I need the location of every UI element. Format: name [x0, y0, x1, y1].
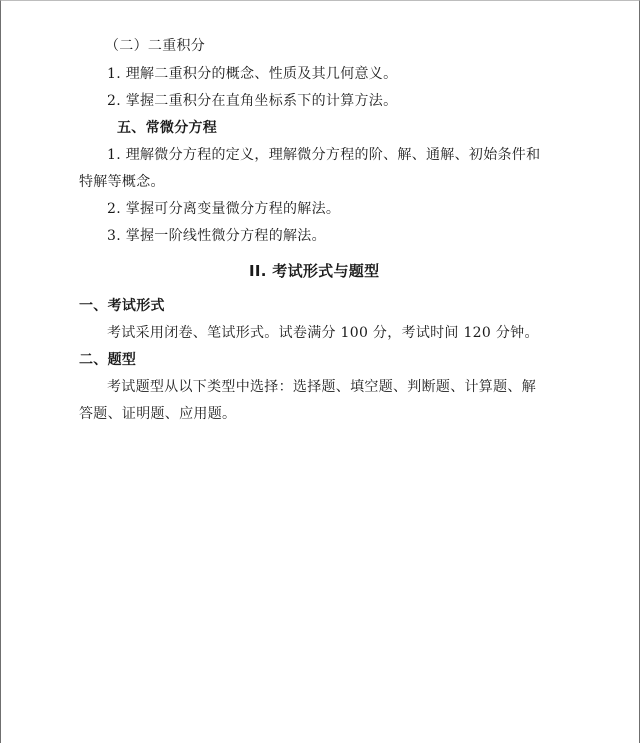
ode-item-1-line-2: 特解等概念。	[79, 174, 165, 190]
heading-exam-form: 一、考试形式	[79, 298, 165, 314]
part-two-title: II. 考试形式与题型	[249, 262, 380, 280]
ode-item-3: 3. 掌握一阶线性微分方程的解法。	[107, 228, 326, 244]
sub-heading-double-integral: （二）二重积分	[105, 38, 206, 54]
exam-form-text: 考试采用闭卷、笔试形式。试卷满分 100 分，考试时间 120 分钟。	[107, 325, 539, 341]
double-integral-item-2: 2. 掌握二重积分在直角坐标系下的计算方法。	[107, 93, 398, 109]
question-types-line-2: 答题、证明题、应用题。	[79, 406, 237, 422]
ode-item-2: 2. 掌握可分离变量微分方程的解法。	[107, 201, 341, 217]
question-types-line-1: 考试题型从以下类型中选择：选择题、填空题、判断题、计算题、解	[107, 379, 536, 395]
heading-question-types: 二、题型	[79, 352, 137, 368]
ode-item-1-line-1: 1. 理解微分方程的定义，理解微分方程的阶、解、通解、初始条件和	[107, 147, 541, 163]
heading-ode: 五、常微分方程	[117, 120, 218, 136]
double-integral-item-1: 1. 理解二重积分的概念、性质及其几何意义。	[107, 66, 398, 82]
